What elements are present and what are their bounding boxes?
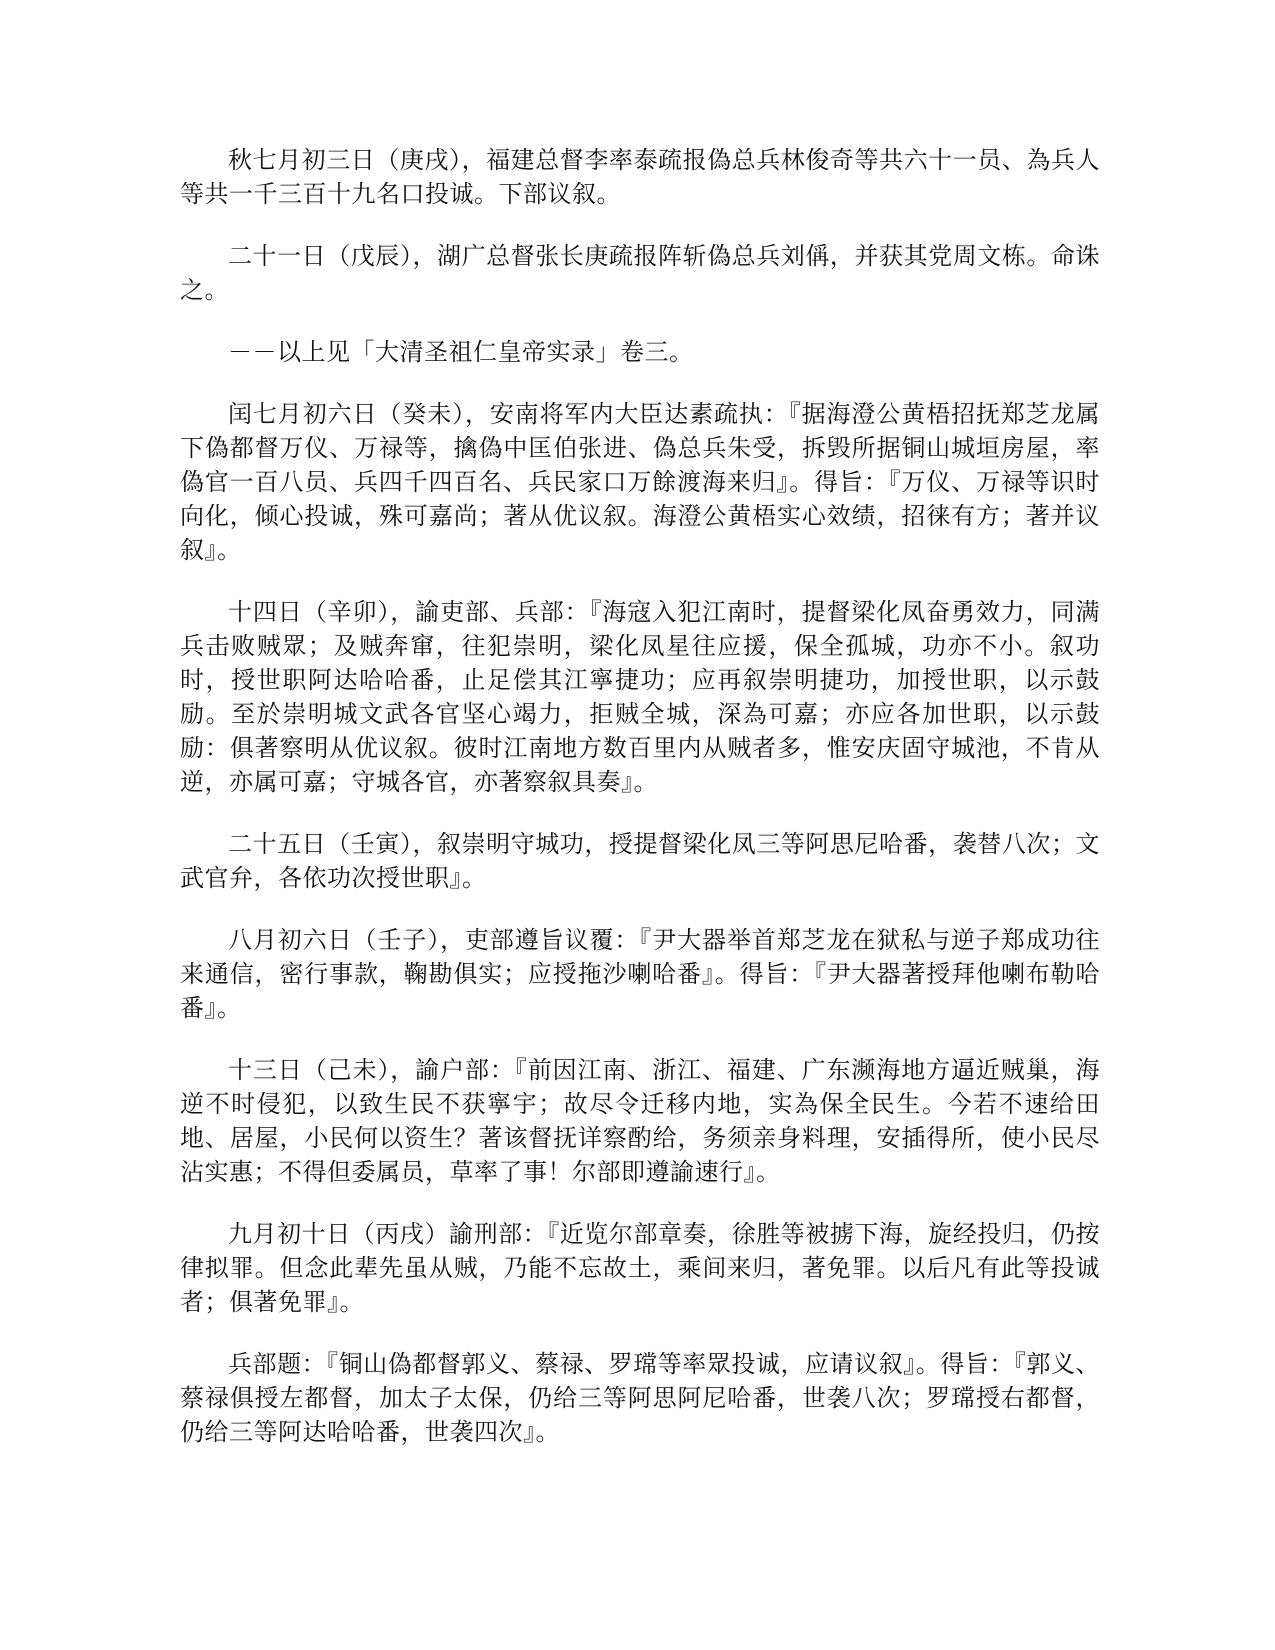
paragraph-9: 九月初十日（丙戌）諭刑部：『近览尔部章奏，徐胜等被掳下海，旋经投归，仍按律拟罪。但念此辈先虽从贼，乃能不忘故土，乘间来归，著免罪。以后凡有此等投诚者；俱著免罪』。 [180,1220,1100,1316]
paragraph-3: －－以上见「大清圣祖仁皇帝实录」卷三。 [228,338,694,366]
paragraph-6: 二十五日（壬寅），叙崇明守城功，授提督梁化凤三等阿思尼哈番，袭替八次；文武官弁，各依功次授世职』。 [180,830,1100,892]
paragraph-10: 兵部题：『铜山偽都督郭义、蔡禄、罗瑺等率眾投诚，应请议叙』。得旨：『郭义、蔡禄俱授左都督，加太子太保，仍给三等阿思阿尼哈番，世袭八次；罗瑺授右都督，仍给三等阿达哈哈番，世袭四次』。 [180,1350,1100,1446]
paragraph-8: 十三日（己未），諭户部：『前因江南、浙江、福建、广东濒海地方逼近贼巢，海逆不时侵犯，以致生民不获寧宇；故尽令迁移内地，实為保全民生。今若不速给田地、居屋，小民何以资生？著该督抚详察酌给，务须亲身料理，安插得所，使小民尽沾实惠；不得但委属员，草率了事！尔部即遵諭速行』。 [180,1056,1100,1186]
paragraph-4: 闰七月初六日（癸未），安南将军内大臣达素疏执：『据海澄公黄梧招抚郑芝龙属下偽都督万仪、万禄等，擒偽中匡伯张进、偽总兵朱受，拆毁所据铜山城垣房屋，率偽官一百八员、兵四千四百名、兵民家口万餘渡海来归』。得旨：『万仪、万禄等识时向化，倾心投诚，殊可嘉尚；著从优议叙。海澄公黄梧实心效绩，招徕有方；著并议叙』。 [180,400,1100,564]
paragraph-5: 十四日（辛卯），諭吏部、兵部：『海寇入犯江南时，提督梁化凤奋勇效力，同满兵击败贼眾；及贼奔窜，往犯崇明，梁化凤星往应援，保全孤城，功亦不小。叙功时，授世职阿达哈哈番，止足偿其江寧捷功；应再叙崇明捷功，加授世职，以示鼓励。至於崇明城文武各官坚心竭力，拒贼全城，深為可嘉；亦应各加世职，以示鼓励：俱著察明从优议叙。彼时江南地方数百里内从贼者多，惟安庆固守城池，不肯从逆，亦属可嘉；守城各官，亦著察叙具奏』。 [180,598,1100,796]
paragraph-2: 二十一日（戊辰），湖广总督张长庚疏报阵斩偽总兵刘偁，并获其党周文栋。命诛之。 [180,242,1100,304]
paragraph-1: 秋七月初三日（庚戌），福建总督李率泰疏报偽总兵林俊奇等共六十一员、為兵人等共一千三百十九名口投诚。下部议叙。 [180,146,1100,208]
document-page [180,143,1100,1477]
paragraph-7: 八月初六日（壬子），吏部遵旨议覆：『尹大器举首郑芝龙在狱私与逆子郑成功往来通信，密行事款，鞠勘俱实；应授拖沙喇哈番』。得旨：『尹大器著授拜他喇布勒哈番』。 [180,926,1100,1022]
